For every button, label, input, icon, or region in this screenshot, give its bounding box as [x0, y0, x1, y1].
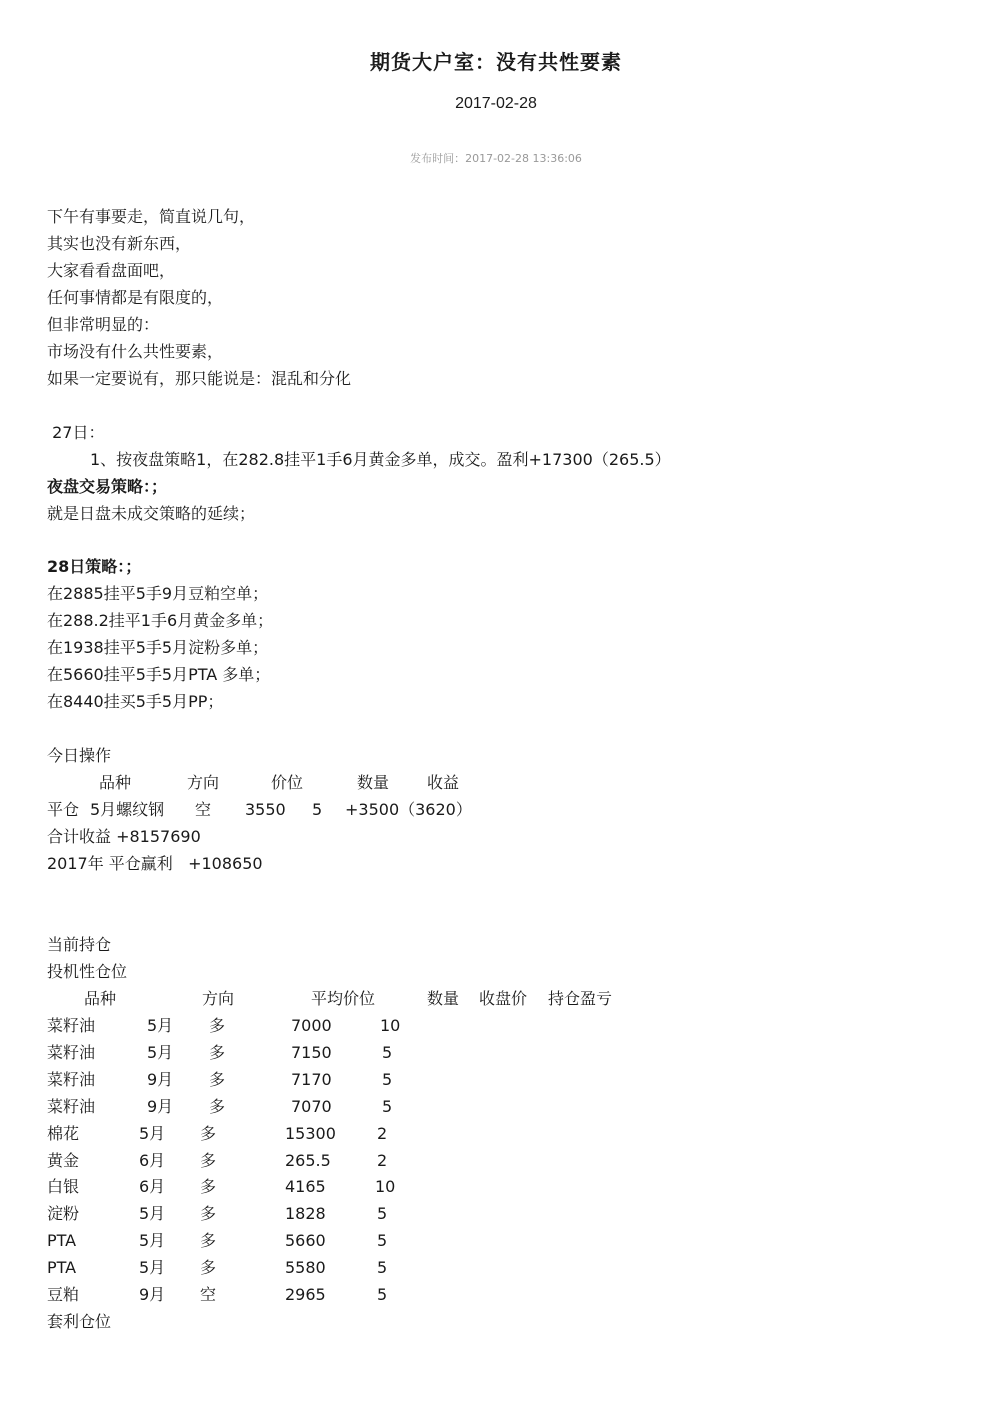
ops-header-profit: 收益 — [427, 773, 460, 792]
total-profit: 合计收益 +8157690 — [47, 827, 201, 846]
pos-cell-direction: 多 — [209, 1043, 226, 1062]
intro-line: 但非常明显的： — [47, 315, 160, 334]
pos-cell-variety: 淀粉 — [47, 1204, 80, 1223]
pos-cell-variety: 白银 — [47, 1177, 80, 1196]
pos-cell-month: 5月 — [139, 1258, 166, 1277]
day27-heading: 27日： — [47, 423, 105, 442]
pos-cell-direction: 多 — [209, 1070, 226, 1089]
intro-line: 如果一定要说有，那只能说是：混乱和分化 — [47, 369, 352, 388]
pos-cell-qty: 10 — [380, 1016, 401, 1035]
day27-item: 1、按夜盘策略1，在282.8挂平1手6月黄金多单，成交。盈利+17300（265.5） — [90, 450, 671, 469]
pos-cell-direction: 多 — [200, 1204, 217, 1223]
pos-cell-qty: 5 — [377, 1204, 388, 1223]
pos-cell-month: 6月 — [139, 1177, 166, 1196]
ops-row-action: 平仓 — [47, 800, 80, 819]
pos-header-variety: 品种 — [84, 989, 117, 1008]
pos-cell-month: 6月 — [139, 1151, 166, 1170]
pos-cell-variety: PTA — [47, 1231, 77, 1250]
pos-cell-price: 7150 — [291, 1043, 332, 1062]
article-date: 2017-02-28 — [455, 95, 537, 112]
pos-cell-qty: 5 — [382, 1070, 393, 1089]
day28-item: 在5660挂平5手5月PTA 多单； — [47, 665, 271, 684]
ops-header-direction: 方向 — [187, 773, 220, 792]
positions-heading: 当前持仓 — [47, 935, 112, 954]
pos-header-pnl: 持仓盈亏 — [548, 989, 613, 1008]
night-strategy-heading: 夜盘交易策略：； — [47, 477, 168, 496]
pos-header-price: 平均价位 — [311, 989, 376, 1008]
pos-cell-variety: 豆粕 — [47, 1285, 80, 1304]
pos-header-qty: 数量 — [427, 989, 460, 1008]
pos-cell-price: 5660 — [285, 1231, 326, 1250]
pos-cell-price: 7000 — [291, 1016, 332, 1035]
pos-cell-price: 15300 — [285, 1124, 336, 1143]
pos-cell-variety: 棉花 — [47, 1124, 80, 1143]
intro-line: 下午有事要走，简直说几句， — [47, 207, 256, 226]
pos-cell-price: 2965 — [285, 1285, 326, 1304]
pos-cell-month: 5月 — [147, 1016, 174, 1035]
intro-line: 市场没有什么共性要素， — [47, 342, 224, 361]
pos-cell-qty: 5 — [377, 1258, 388, 1277]
article-title: 期货大户室：没有共性要素 — [370, 50, 622, 74]
ops-header-variety: 品种 — [99, 773, 132, 792]
pos-cell-qty: 5 — [377, 1285, 388, 1304]
pos-cell-qty: 5 — [382, 1043, 393, 1062]
pos-cell-direction: 多 — [200, 1124, 217, 1143]
pos-cell-variety: 黄金 — [47, 1151, 80, 1170]
pos-cell-price: 1828 — [285, 1204, 326, 1223]
pos-cell-month: 5月 — [139, 1124, 166, 1143]
pos-cell-variety: PTA — [47, 1258, 77, 1277]
pos-cell-variety: 菜籽油 — [47, 1070, 96, 1089]
pos-header-close: 收盘价 — [479, 989, 528, 1008]
pos-cell-price: 7170 — [291, 1070, 332, 1089]
publish-time: 发布时间：2017-02-28 13:36:06 — [410, 152, 582, 165]
pos-cell-month: 9月 — [147, 1070, 174, 1089]
pos-cell-variety: 菜籽油 — [47, 1043, 96, 1062]
pos-cell-variety: 菜籽油 — [47, 1016, 96, 1035]
pos-cell-month: 9月 — [139, 1285, 166, 1304]
pos-cell-qty: 10 — [375, 1177, 396, 1196]
pos-cell-month: 5月 — [139, 1231, 166, 1250]
pos-cell-month: 9月 — [147, 1097, 174, 1116]
ops-header-price: 价位 — [271, 773, 304, 792]
year-profit: 2017年 平仓赢利 +108650 — [47, 854, 263, 873]
day28-item: 在288.2挂平1手6月黄金多单； — [47, 611, 274, 630]
day28-item: 在8440挂买5手5月PP； — [47, 692, 224, 711]
pos-cell-direction: 多 — [209, 1016, 226, 1035]
day28-item: 在2885挂平5手9月豆粕空单； — [47, 584, 269, 603]
pos-header-direction: 方向 — [202, 989, 235, 1008]
pos-cell-direction: 空 — [200, 1285, 217, 1304]
pos-cell-variety: 菜籽油 — [47, 1097, 96, 1116]
pos-cell-price: 7070 — [291, 1097, 332, 1116]
arbitrage-heading: 套利仓位 — [47, 1312, 112, 1331]
ops-row-price: 3550 — [245, 800, 286, 819]
speculative-heading: 投机性仓位 — [47, 962, 128, 981]
pos-cell-qty: 5 — [382, 1097, 393, 1116]
intro-line: 其实也没有新东西， — [47, 234, 192, 253]
pos-cell-month: 5月 — [139, 1204, 166, 1223]
pos-cell-price: 4165 — [285, 1177, 326, 1196]
today-ops-heading: 今日操作 — [47, 746, 112, 765]
ops-header-qty: 数量 — [357, 773, 390, 792]
day28-heading: 28日策略：； — [47, 557, 142, 576]
pos-cell-direction: 多 — [200, 1231, 217, 1250]
pos-cell-direction: 多 — [200, 1151, 217, 1170]
ops-row-qty: 5 — [312, 800, 323, 819]
ops-row-profit: +3500（3620） — [345, 800, 472, 819]
intro-line: 大家看看盘面吧， — [47, 261, 176, 280]
pos-cell-direction: 多 — [200, 1177, 217, 1196]
ops-row-variety: 5月螺纹钢 — [90, 800, 165, 819]
pos-cell-price: 5580 — [285, 1258, 326, 1277]
day28-item: 在1938挂平5手5月淀粉多单； — [47, 638, 269, 657]
pos-cell-month: 5月 — [147, 1043, 174, 1062]
intro-line: 任何事情都是有限度的， — [47, 288, 224, 307]
pos-cell-qty: 2 — [377, 1124, 388, 1143]
pos-cell-qty: 2 — [377, 1151, 388, 1170]
pos-cell-qty: 5 — [377, 1231, 388, 1250]
pos-cell-price: 265.5 — [285, 1151, 331, 1170]
pos-cell-direction: 多 — [209, 1097, 226, 1116]
pos-cell-direction: 多 — [200, 1258, 217, 1277]
night-strategy-text: 就是日盘未成交策略的延续； — [47, 504, 256, 523]
ops-row-direction: 空 — [195, 800, 212, 819]
